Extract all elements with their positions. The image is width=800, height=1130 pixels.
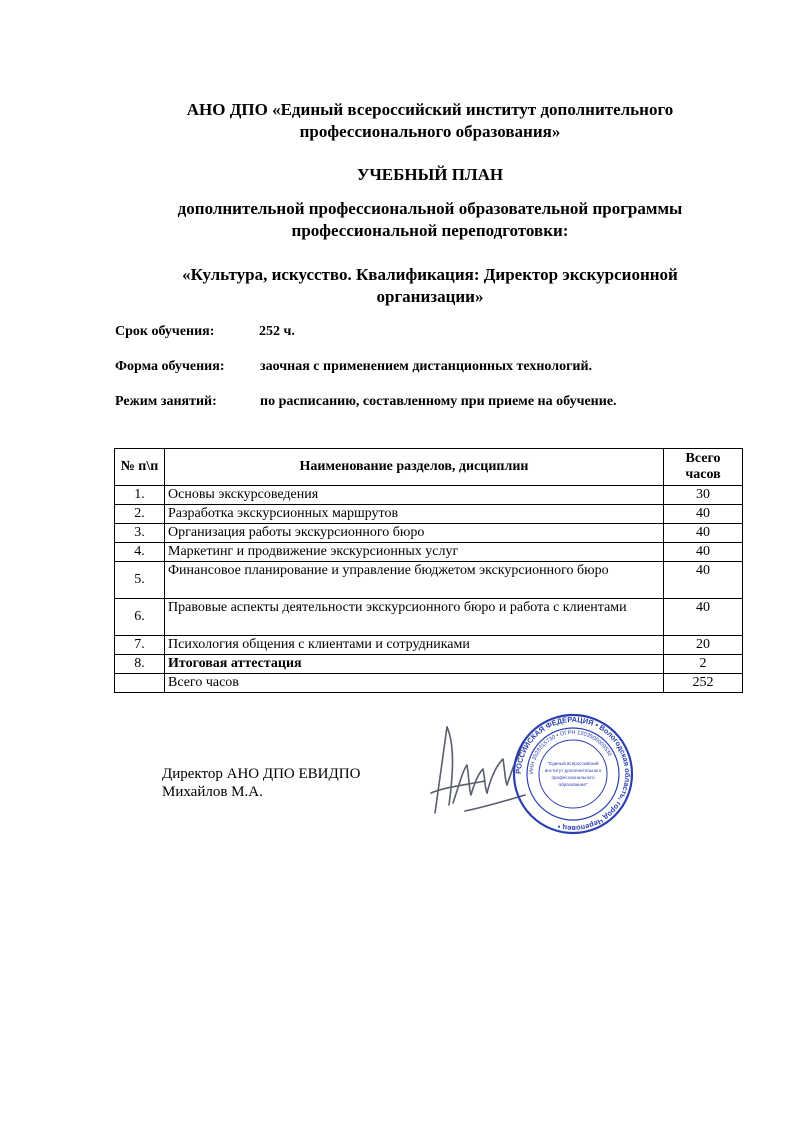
duration-value: 252 ч. xyxy=(259,324,295,339)
table-row xyxy=(115,562,743,599)
row-hours: 40 xyxy=(664,505,743,524)
row-name: Организация работы экскурсионного бюро xyxy=(165,524,664,543)
signatory-position: Директор АНО ДПО ЕВИДПО xyxy=(162,766,361,782)
mode-label: Режим занятий: xyxy=(115,394,217,409)
row-number: 1. xyxy=(115,486,165,505)
table-row xyxy=(115,543,743,562)
document-title: УЧЕБНЫЙ ПЛАН xyxy=(356,165,504,184)
curriculum-table xyxy=(114,448,743,693)
program-description-line1: дополнительной профессиональной образовательной программы xyxy=(177,199,683,218)
row-name: Правовые аспекты деятельности экскурсионного бюро и работа с клиентами xyxy=(165,599,664,636)
row-name: Маркетинг и продвижение экскурсионных услуг xyxy=(165,543,664,562)
organization-title-line2: профессионального образования» xyxy=(299,122,561,141)
program-name xyxy=(100,264,760,308)
organization-title xyxy=(100,99,760,143)
organization-title-line1: АНО ДПО «Единый всероссийский институт дополнительного xyxy=(186,100,674,119)
program-description-line2: профессиональной переподготовки: xyxy=(291,221,569,240)
row-hours: 40 xyxy=(664,543,743,562)
row-name: Финансовое планирование и управление бюджетом экскурсионного бюро xyxy=(165,562,664,599)
stamp-center-line3: профессионального xyxy=(551,775,595,780)
table-row xyxy=(115,486,743,505)
table-row xyxy=(115,636,743,655)
row-hours: 40 xyxy=(664,562,743,599)
header-hours-line1: Всего xyxy=(685,451,721,466)
form-value: заочная с применением дистанционных технологий. xyxy=(260,359,593,374)
official-stamp xyxy=(512,713,634,835)
row-hours: 40 xyxy=(664,524,743,543)
total-label: Всего часов xyxy=(165,674,664,693)
total-hours: 252 xyxy=(664,674,743,693)
row-number: 6. xyxy=(115,599,165,636)
row-hours: 2 xyxy=(664,655,743,674)
table-row xyxy=(115,505,743,524)
row-number: 2. xyxy=(115,505,165,524)
table-row xyxy=(115,524,743,543)
program-name-line1: «Культура, искусство. Квалификация: Директор экскурсионной xyxy=(182,265,678,284)
row-hours: 30 xyxy=(664,486,743,505)
header-name: Наименование разделов, дисциплин xyxy=(165,449,664,486)
stamp-center-line2: институт дополнительного xyxy=(544,768,602,773)
row-name: Разработка экскурсионных маршрутов xyxy=(165,505,664,524)
header-number: № п\п xyxy=(115,449,165,486)
stamp-center-line1: "Единый всероссийский xyxy=(547,761,599,766)
row-name: Основы экскурсоведения xyxy=(165,486,664,505)
row-hours: 20 xyxy=(664,636,743,655)
table-header-row xyxy=(115,449,743,486)
program-description xyxy=(100,198,760,242)
row-number: 8. xyxy=(115,655,165,674)
mode-value: по расписанию, составленному при приеме на обучение. xyxy=(260,394,617,409)
row-name: Психология общения с клиентами и сотрудниками xyxy=(165,636,664,655)
total-number-cell xyxy=(115,674,165,693)
header-hours xyxy=(664,449,743,486)
stamp-outer-text: РОССИЙСКАЯ ФЕДЕРАЦИЯ • Вологодская область, город Череповец • xyxy=(513,714,633,834)
stamp-center-line4: образования" xyxy=(558,782,588,787)
stamp-inner-text: ИНН 3528315730 • ОГРН 1203500009536 xyxy=(528,729,613,775)
row-number: 7. xyxy=(115,636,165,655)
table-total-row xyxy=(115,674,743,693)
signatory-name: Михайлов М.А. xyxy=(162,784,263,800)
row-number: 4. xyxy=(115,543,165,562)
form-label: Форма обучения: xyxy=(115,359,225,374)
table-row xyxy=(115,599,743,636)
header-hours-line2: часов xyxy=(685,467,721,482)
row-hours: 40 xyxy=(664,599,743,636)
row-name: Итоговая аттестация xyxy=(165,655,664,674)
program-name-line2: организации» xyxy=(376,287,484,306)
table-row xyxy=(115,655,743,674)
duration-label: Срок обучения: xyxy=(115,324,215,339)
row-number: 5. xyxy=(115,562,165,599)
signatory-block xyxy=(162,765,360,801)
row-number: 3. xyxy=(115,524,165,543)
